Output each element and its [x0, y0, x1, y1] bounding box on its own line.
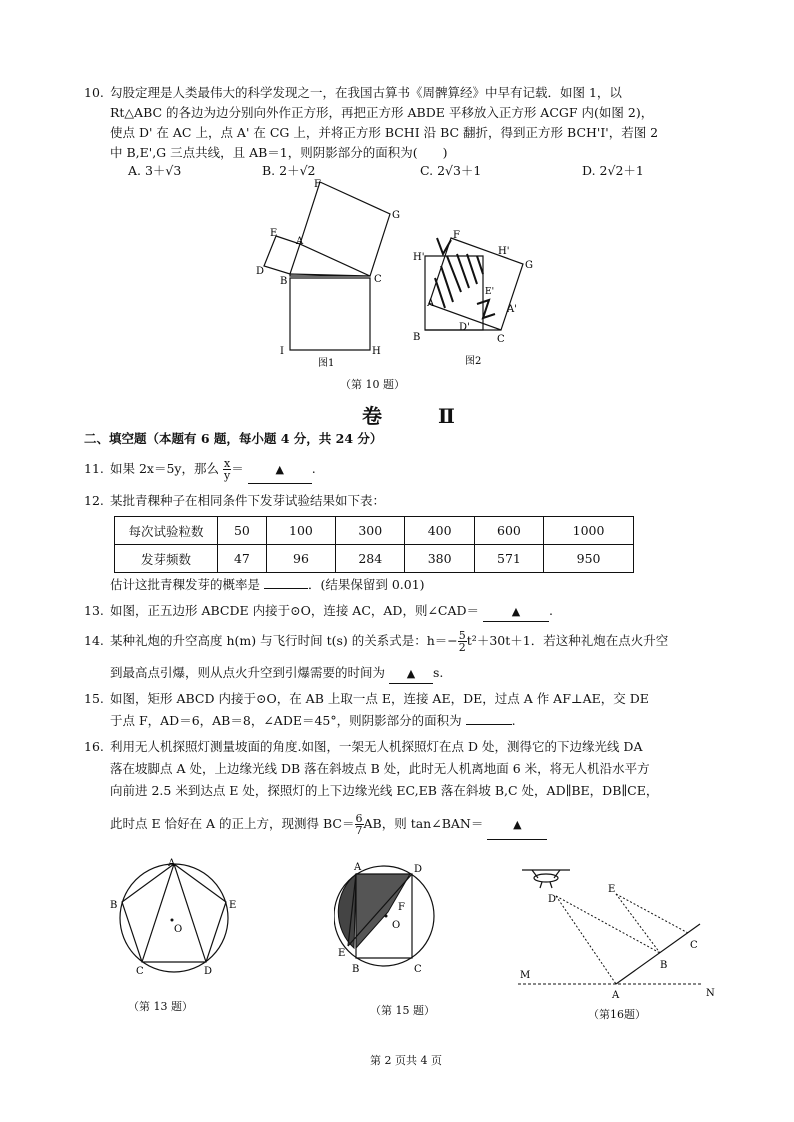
- fig15-label-d: D: [414, 864, 423, 875]
- q15-text-2b: .: [511, 713, 516, 728]
- q16-line-2: 落在坡脚点 A 处，上边缘光线 DB 落在斜坡点 B 处，此时无人机离地面 6 米，将无人机沿水平方: [110, 761, 650, 776]
- q12-cell: 47: [218, 545, 267, 573]
- fig13-line-ac: [142, 864, 174, 962]
- q12-cell: 600: [474, 517, 543, 545]
- q10-option-d: D. 2√2＋1: [582, 163, 644, 178]
- q14-marker: ▲: [406, 667, 416, 680]
- fig2-label-h-prime: H': [498, 246, 510, 257]
- q16-frac-num: 6: [355, 812, 363, 825]
- q15-figure: [334, 860, 444, 980]
- q14-line-2: [110, 664, 443, 684]
- q15-text-2a: 于点 F，AD＝6，AB＝8，∠ADE＝45°，则阴影部分的面积为: [110, 713, 462, 728]
- fig1-label-f: F: [314, 179, 321, 190]
- q13-marker: ▲: [511, 605, 521, 618]
- fig1-label-c: C: [374, 274, 382, 285]
- q10-line-3: 使点 D' 在 AC 上，点 A' 在 CG 上，并将正方形 BCHI 沿 BC 翻折，得到正方形 BCH'I'，若图 2: [110, 125, 659, 140]
- fig13-label-a: A: [168, 858, 176, 869]
- fig13-label-c: C: [136, 966, 144, 977]
- fig13-label-o: O: [174, 924, 183, 935]
- fig15-shaded-segment: [338, 874, 356, 948]
- fig16-label-b: B: [660, 960, 668, 971]
- section-title: 卷 Ⅱ: [362, 404, 473, 428]
- q15-line-1: [84, 690, 649, 708]
- q10-line-2: Rt△ABC 的各边为边分别向外作正方形，再把正方形 ABDE 平移放入正方形 ACGF 内(如图 2)，: [110, 105, 654, 120]
- q13-answer-blank[interactable]: [483, 602, 549, 622]
- fig16-caption: （第16题）: [588, 1008, 646, 1021]
- q12-table: [114, 516, 634, 573]
- fig15-label-f: F: [398, 902, 405, 913]
- q11-answer-blank[interactable]: [248, 456, 312, 484]
- q12-number: 12.: [84, 493, 104, 508]
- q10-figure-1: [250, 176, 410, 371]
- fig1-square-abde: [264, 236, 300, 274]
- q11-text-a: 如果 2x＝5y，那么: [110, 461, 219, 476]
- fig15-label-o: O: [392, 920, 401, 931]
- fig2-square-bch'i': [425, 256, 483, 330]
- q16-frac-den: 7: [355, 824, 363, 837]
- q12-cell: 284: [336, 545, 405, 573]
- q16-marker: ▲: [513, 818, 522, 831]
- q12-cell: 1000: [544, 517, 634, 545]
- fig1-label-h: H: [372, 346, 381, 357]
- fig16-ray-db: [556, 896, 660, 953]
- q16-line-1: [84, 738, 642, 756]
- fig16-label-n: N: [706, 988, 715, 999]
- q16-fraction: [355, 813, 364, 836]
- q12-cell: 50: [218, 517, 267, 545]
- q11-end: .: [311, 461, 316, 476]
- q13-number: 13.: [84, 603, 104, 618]
- fig16-label-m: M: [520, 970, 531, 981]
- q12-cell: 380: [405, 545, 474, 573]
- fig1-label-b: B: [280, 276, 288, 287]
- fig15-caption: （第 15 题）: [370, 1004, 435, 1017]
- q14-number: 14.: [84, 633, 104, 648]
- fig15-label-c: C: [414, 964, 422, 975]
- fig1-label-g: G: [392, 210, 400, 221]
- q14-frac-den: 2: [458, 641, 466, 654]
- q16-text-4b: AB，则 tan∠BAN＝: [363, 816, 484, 831]
- q13-end: .: [549, 603, 553, 618]
- fig2-label-e-prime: E': [485, 287, 495, 297]
- q14-text-b: t²＋30t＋1．若这种礼炮在点火升空: [466, 633, 669, 648]
- fig16-label-d: D: [548, 894, 557, 905]
- q13-text: 如图，正五边形 ABCDE 内接于⊙O，连接 AC，AD，则∠CAD＝: [110, 603, 480, 618]
- q11-number: 11.: [84, 461, 104, 476]
- fig13-circle: [120, 864, 228, 972]
- q10-number: 10.: [84, 85, 104, 100]
- fig2-label-b: B: [413, 332, 421, 343]
- fig2-label-f: F: [453, 230, 460, 241]
- fig15-label-a: A: [354, 862, 362, 873]
- fig2-label-a-prime: A': [507, 304, 517, 315]
- fig1-label-e: E: [270, 228, 278, 239]
- fig15-label-e: E: [338, 948, 346, 959]
- q12-cell: 400: [405, 517, 474, 545]
- q14-text-a: 某种礼炮的升空高度 h(m) 与飞行时间 t(s) 的关系式是：h＝−: [110, 633, 458, 648]
- fig1-square-acgf: [300, 182, 390, 276]
- q13-line: [84, 602, 553, 622]
- q14-answer-blank[interactable]: [389, 664, 433, 684]
- fig2-label-c: C: [497, 334, 505, 345]
- fig2-label-g: G: [525, 260, 533, 271]
- fig1-label-a: A: [296, 236, 304, 247]
- q14-frac-num: 5: [458, 629, 466, 642]
- fig1-triangle-abc: [290, 274, 370, 276]
- fig2-label-i-prime: H': [413, 252, 425, 263]
- q15-number: 15.: [84, 691, 104, 706]
- q12-after-a: 估计这批青稞发芽的概率是: [110, 577, 261, 592]
- fig2-label-a: A: [427, 298, 435, 309]
- fig2-label-d-prime: D': [459, 322, 470, 333]
- q16-answer-blank[interactable]: [487, 810, 547, 840]
- q15-line-2: [110, 712, 516, 730]
- fig13-label-d: D: [204, 966, 213, 977]
- q12-row1-header: 每次试验粒数: [115, 517, 218, 545]
- q12-cell: 571: [474, 545, 543, 573]
- q10-text-1: 勾股定理是人类最伟大的科学发现之一，在我国古算书《周髀算经》中早有记载．如图 1，以: [110, 85, 622, 100]
- q12-after-line: [110, 576, 425, 594]
- page-footer: 第 2 页共 4 页: [370, 1054, 442, 1067]
- fig16-label-a: A: [612, 990, 620, 1001]
- drone-icon: [522, 870, 570, 888]
- fig16-label-c: C: [690, 940, 698, 951]
- fig1-caption: 图1: [318, 358, 335, 369]
- q12-text: 某批青稞种子在相同条件下发芽试验结果如下表：: [110, 493, 386, 508]
- q10-option-c: C. 2√3＋1: [420, 163, 482, 178]
- q12-cell: 100: [266, 517, 335, 545]
- q11-equals: ＝: [231, 461, 244, 476]
- fig1-square-bchi: [290, 278, 370, 350]
- q16-text-4a: 此时点 E 恰好在 A 的正上方，现测得 BC＝: [110, 816, 355, 831]
- q12-row2-header: 发芽频数: [115, 545, 218, 573]
- q16-figure: [512, 856, 722, 1006]
- q12-answer-blank[interactable]: [264, 588, 308, 589]
- q16-line-3: 向前进 2.5 米到达点 E 处，探照灯的上下边缘光线 EC,EB 落在斜坡 B,C 处，AD∥BE，DB∥CE，: [110, 783, 659, 798]
- q16-line-4: [110, 810, 547, 840]
- fig16-ray-ec: [616, 894, 688, 933]
- q14-line2-a: 到最高点引爆，则从点火升空到引爆需要的时间为: [110, 665, 386, 680]
- q16-text-1: 利用无人机探照灯测量坡面的角度.如图，一架无人机探照灯在点 D 处，测得它的下边缘光线 DA: [110, 739, 643, 754]
- fig13-label-e: E: [229, 900, 236, 911]
- q11-marker: ▲: [275, 463, 284, 476]
- fig16-label-e: E: [608, 884, 616, 895]
- q10-option-a: A. 3＋√3: [128, 163, 182, 178]
- fig13-caption: （第 13 题）: [128, 1000, 193, 1013]
- q14-line-1: [84, 628, 668, 654]
- q12-line: [84, 492, 385, 510]
- fig2-shading: [435, 238, 495, 318]
- q11-line: [84, 456, 316, 484]
- q16-number: 16.: [84, 739, 104, 754]
- q15-text-1: 如图，矩形 ABCD 内接于⊙O，在 AB 上取一点 E，连接 AE，DE，过点 A 作 AF⊥AE，交 DE: [110, 691, 649, 706]
- q12-cell: 300: [336, 517, 405, 545]
- fig16-ray-da: [556, 896, 616, 984]
- fig13-line-ad: [174, 864, 206, 962]
- q13-figure: [106, 858, 236, 988]
- q14-fraction: [458, 630, 467, 653]
- table-row: [115, 545, 634, 573]
- section-2-header: 二、填空题（本题有 6 题，每小题 4 分，共 24 分）: [84, 431, 383, 446]
- fig15-label-b: B: [352, 964, 360, 975]
- fig2-caption: 图2: [465, 356, 482, 367]
- q14-line2-b: s.: [433, 665, 444, 680]
- q11-frac-den: y: [223, 469, 231, 482]
- fig13-label-b: B: [110, 900, 118, 911]
- table-row: [115, 517, 634, 545]
- q10-caption: （第 10 题）: [340, 378, 405, 391]
- q10-line-4: 中 B,E',G 三点共线，且 AB＝1，则阴影部分的面积为( ): [110, 145, 448, 160]
- q10-line-1: [84, 84, 622, 102]
- q10-option-b: B. 2＋√2: [262, 163, 316, 178]
- fig1-label-i: I: [280, 346, 284, 357]
- q15-answer-blank[interactable]: [466, 724, 512, 725]
- q11-frac-num: x: [223, 457, 231, 470]
- q11-fraction: [223, 458, 231, 481]
- q12-after-b: ．(结果保留到 0.01): [308, 577, 425, 592]
- fig1-label-d: D: [256, 266, 265, 277]
- fig16-ray-eb: [616, 894, 660, 953]
- q10-figure-2: [405, 226, 545, 371]
- q12-cell: 96: [266, 545, 335, 573]
- q12-cell: 950: [544, 545, 634, 573]
